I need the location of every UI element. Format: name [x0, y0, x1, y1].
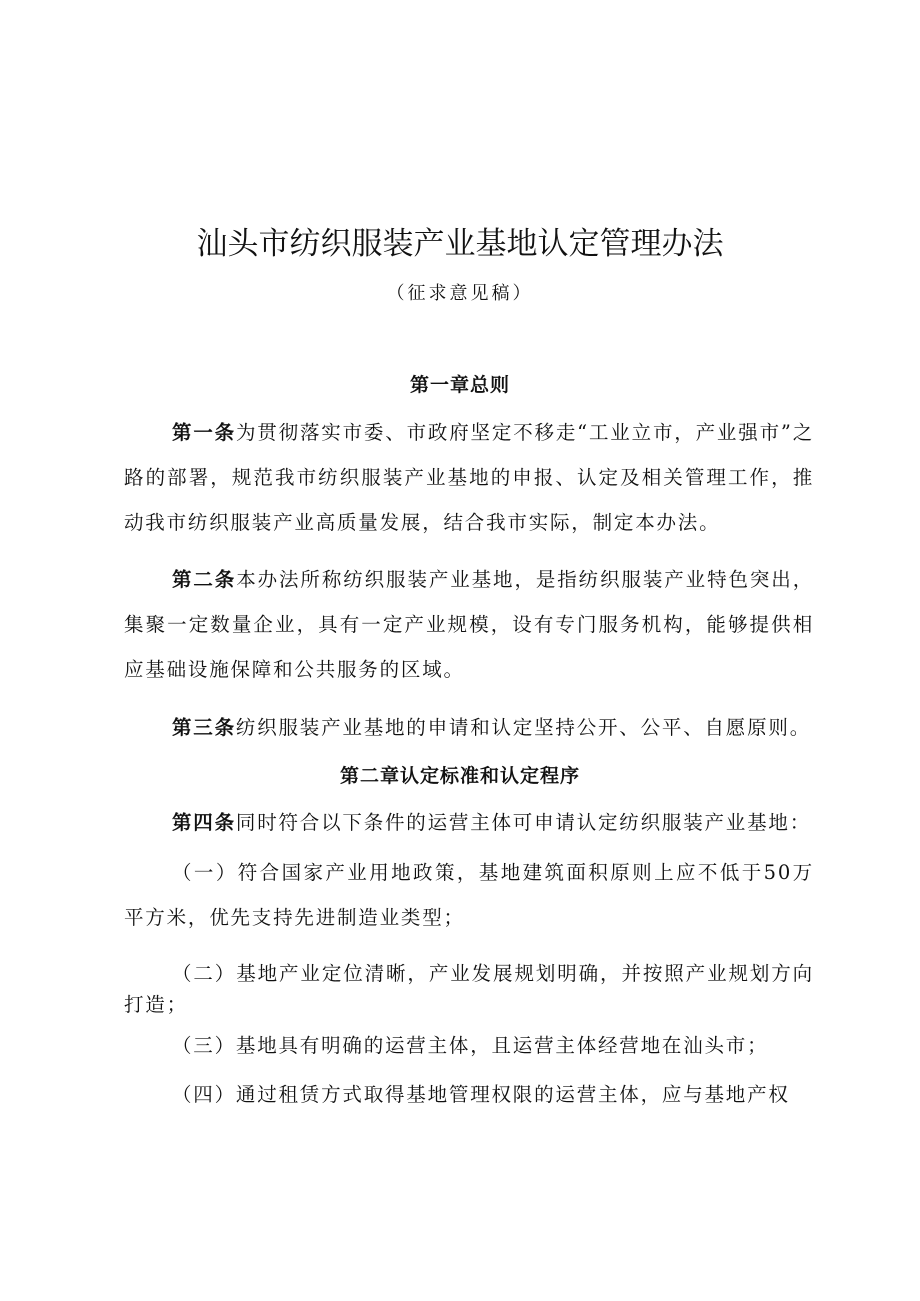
article-2-text: 本办法所称纺织服装产业基地，是指纺织服装产业特色突出，集聚一定数量企业，具有一定产业规模，设有专门服务机构，能够提供相应基础设施保障和公共服务的区域。 — [124, 568, 814, 681]
article-4-text: 同时符合以下条件的运营主体可申请认定纺织服装产业基地： — [235, 811, 812, 834]
document-title: 汕头市纺织服装产业基地认定管理办法 — [196, 226, 724, 262]
article-1 — [124, 410, 814, 545]
article-1-label: 第一条 — [172, 421, 236, 444]
article-4-item-4: （四）通过租赁方式取得基地管理权限的运营主体，应与基地产权 — [172, 1083, 790, 1106]
chapter-heading-2: 第二章认定标准和认定程序 — [339, 765, 580, 787]
article-3-label: 第三条 — [172, 716, 236, 739]
article-1-text: 为贯彻落实市委、市政府坚定不移走“工业立市，产业强市”之路的部署，规范我市纺织服装产业基地的申报、认定及相关管理工作，推动我市纺织服装产业高质量发展，结合我市实际，制定本办法。 — [124, 421, 814, 534]
article-2 — [124, 557, 814, 692]
article-4-item-3: （三）基地具有明确的运营主体，且运营主体经营地在汕头市； — [172, 1034, 769, 1057]
document-subtitle: （征求意见稿） — [386, 283, 534, 304]
chapter-heading-1: 第一章总则 — [409, 374, 510, 396]
article-4-item-2: （二）基地产业定位清晰，产业发展规划明确，并按照产业规划方向打造； — [124, 962, 814, 1016]
article-4-label: 第四条 — [172, 811, 236, 834]
article-4 — [124, 800, 814, 845]
article-3 — [124, 705, 814, 750]
article-4-item-1: （一）符合国家产业用地政策，基地建筑面积原则上应不低于50万平方米，优先支持先进制造业类型； — [124, 861, 814, 929]
article-2-label: 第二条 — [172, 568, 237, 591]
article-3-text: 纺织服装产业基地的申请和认定坚持公开、公平、自愿原则。 — [235, 716, 812, 739]
